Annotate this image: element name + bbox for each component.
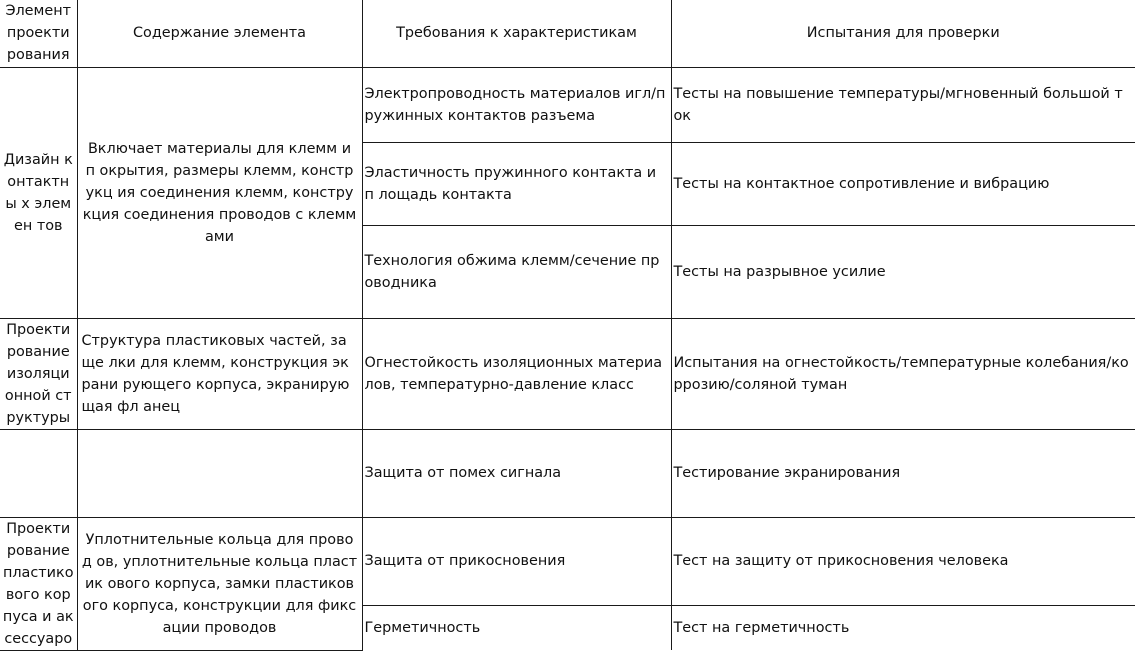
table-row xyxy=(0,318,1135,429)
test-cell: Тесты на разрывное усилие xyxy=(671,225,1135,318)
content-cell: Структура пластиковых частей, заще лки для клемм, конструкция экрани рующего корпуса, экранирующая фл анец xyxy=(77,318,362,429)
content-cell: Уплотнительные кольца для провод ов, уплотнительные кольца пластик ового корпуса, замки пластикового корпуса, конструкции для фиксации проводов xyxy=(77,517,362,650)
table-row xyxy=(0,517,1135,605)
test-cell: Тесты на контактное сопротивление и вибрацию xyxy=(671,142,1135,225)
header-row xyxy=(0,0,1135,67)
content-cell xyxy=(77,429,362,517)
test-cell: Тест на защиту от прикосновения человека xyxy=(671,517,1135,605)
requirement-cell: Защита от прикосновения xyxy=(362,517,671,605)
header-content: Содержание элемента xyxy=(77,0,362,67)
requirement-cell: Технология обжима клемм/сечение пр оводника xyxy=(362,225,671,318)
element-cell xyxy=(0,429,77,517)
requirement-cell: Защита от помех сигнала xyxy=(362,429,671,517)
table-row xyxy=(0,429,1135,517)
element-cell: Проекти рование изоляци онной ст руктуры xyxy=(0,318,77,429)
test-cell: Тесты на повышение температуры/мгновенный большой т ок xyxy=(671,67,1135,142)
header-element: Элемент проекти рования xyxy=(0,0,77,67)
element-cell: Проекти рование пластико вого кор пуса и ак сессуаро xyxy=(0,517,77,650)
content-cell: Включает материалы для клемм и п окрытия, размеры клемм, конструкц ия соединения клемм, конструкция соединения проводов с клеммами xyxy=(77,67,362,318)
requirement-cell: Герметичность xyxy=(362,605,671,650)
requirement-cell: Эластичность пружинного контакта и п лощадь контакта xyxy=(362,142,671,225)
test-cell: Испытания на огнестойкость/температурные колебания/ко ррозию/соляной туман xyxy=(671,318,1135,429)
table-row xyxy=(0,67,1135,142)
header-tests: Испытания для проверки xyxy=(671,0,1135,67)
test-cell: Тестирование экранирования xyxy=(671,429,1135,517)
requirement-cell: Огнестойкость изоляционных материа лов, температурно-давление класс xyxy=(362,318,671,429)
test-cell: Тест на герметичность xyxy=(671,605,1135,650)
element-cell: Дизайн к онтактны х элемен тов xyxy=(0,67,77,318)
header-requirements: Требования к характеристикам xyxy=(362,0,671,67)
requirement-cell: Электропроводность материалов игл/п ружинных контактов разъема xyxy=(362,67,671,142)
